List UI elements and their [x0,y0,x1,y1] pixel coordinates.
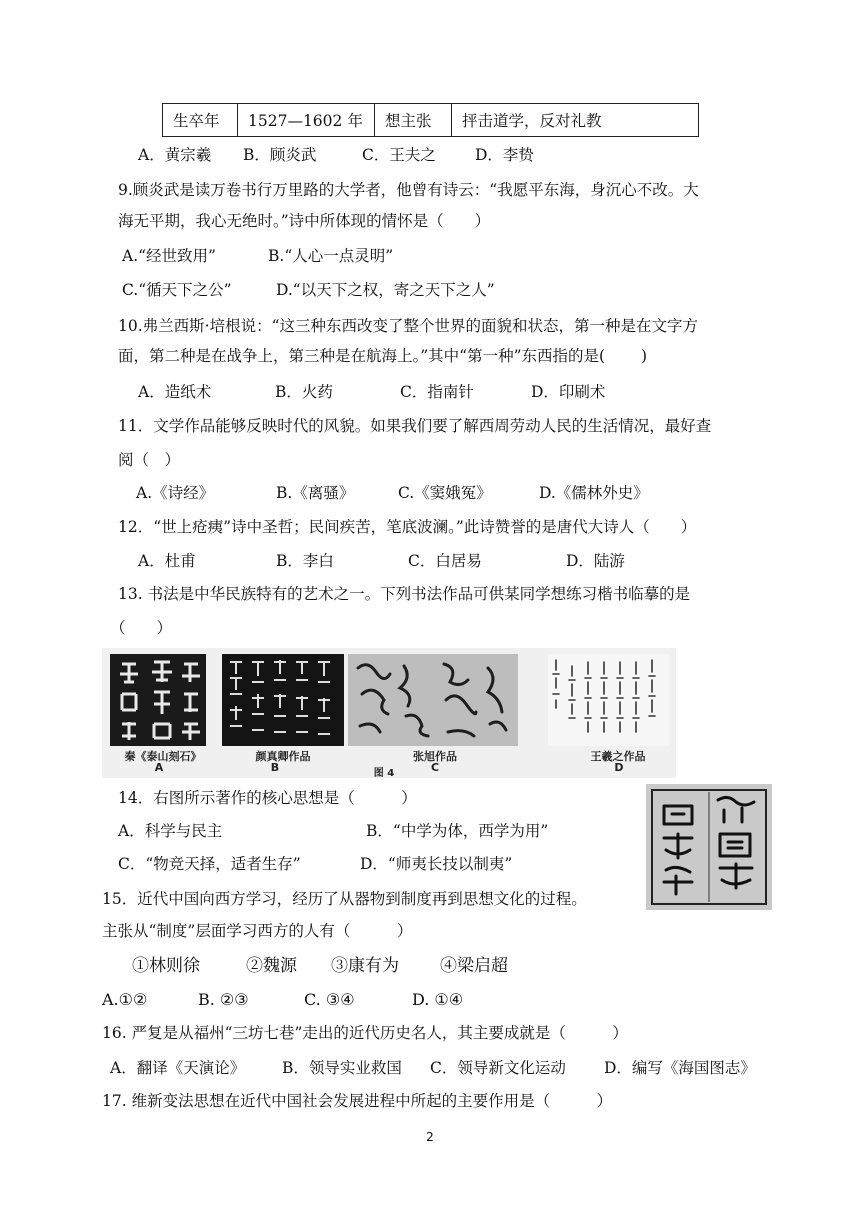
q11-option-a: A.《诗经》 [136,484,215,502]
q15-stem-line2: 主张从“制度”层面学习西方的人有（ ） [102,922,413,940]
q14-stem: 14．右图所示著作的核心思想是（ ） [118,789,417,807]
q12-option-d: D．陆游 [566,552,625,570]
caption-d: 王羲之作品 [590,750,646,763]
q14-option-d: D．“师夷长技以制夷” [360,855,513,873]
q9-option-d: D.“以天下之权，寄之天下之人” [276,281,495,299]
q14-option-a: A．科学与民主 [118,822,223,840]
figure-label: 图 4 [373,768,395,779]
q15-option-d: D. ①④ [412,990,464,1009]
q16-option-b: B．领导实业救国 [282,1059,402,1077]
caption-a: 秦《泰山刻石》 [124,750,202,763]
caption-c: 张旭作品 [413,750,457,763]
info-table [162,103,699,137]
q16-option-a: A．翻译《天演论》 [110,1059,246,1077]
q15-stem-line1: 15．近代中国向西方学习，经历了从器物到制度再到思想文化的过程。 [102,890,587,908]
calligraphy-sample-c [348,654,518,746]
q10-option-d: D．印刷术 [531,383,606,401]
q9-option-c: C.“循天下之公” [122,281,232,299]
calligraphy-sample-d [548,654,670,746]
calligraphy-figure [102,648,676,778]
q10-stem-line2: 面，第二种是在战争上，第三种是在航海上。”其中“第一种”东西指的是( ) [118,347,648,365]
q17-stem: 17. 维新变法思想在近代中国社会发展进程中所起的主要作用是（ ） [102,1092,613,1110]
letter-d: D [614,761,624,774]
q8-option-d: D．李贽 [475,146,534,164]
q15-option-c: C. ③④ [304,990,355,1009]
q15-item-4: ④梁启超 [440,956,508,976]
q9-stem-line1: 9.顾炎武是读万卷书行万里路的大学者，他曾有诗云：“我愿平东海，身沉心不改。大 [118,181,699,199]
letter-a: A [154,761,164,774]
q8-option-a: A．黄宗羲 [138,146,212,164]
q11-option-b: B.《离骚》 [276,484,355,502]
q10-option-a: A．造纸术 [138,383,212,401]
q12-option-c: C．白居易 [408,552,482,570]
calligraphy-sample-b [222,654,344,746]
q11-option-d: D.《儒林外史》 [539,484,649,502]
book-cover-image [646,784,772,910]
q16-option-d: D．编写《海国图志》 [604,1059,756,1077]
letter-b: B [270,761,280,774]
q16-option-c: C．领导新文化运动 [430,1059,566,1077]
q15-item-2: ②魏源 [246,956,297,976]
table-cell: 生卒年 [163,104,238,137]
q13-stem-line1: 13. 书法是中华民族特有的艺术之一。下列书法作品可供某同学想练习楷书临摹的是 [118,585,691,603]
table-cell: 1527—1602 年 [238,104,375,137]
table-row [163,104,699,137]
q14-option-b: B．“中学为体，西学为用” [366,822,549,840]
q14-option-c: C．“物竞天择，适者生存” [118,855,301,873]
q9-option-a: A.“经世致用” [122,247,216,265]
q15-item-3: ③康有为 [331,956,399,976]
caption-b: 颜真卿作品 [255,750,311,763]
q13-stem-line2: （ ） [110,619,173,637]
q11-stem-line2: 阅（ ） [118,451,181,469]
table-cell: 想主张 [375,104,452,137]
q10-option-c: C．指南针 [400,383,474,401]
q11-stem-line1: 11．文学作品能够反映时代的风貌。如果我们要了解西周劳动人民的生活情况，最好查 [118,417,712,435]
table-cell: 抨击道学，反对礼教 [452,104,699,137]
q12-option-a: A．杜甫 [138,552,196,570]
q9-option-b: B.“人心一点灵明” [268,247,394,265]
q10-stem-line1: 10.弗兰西斯·培根说：“这三种东西改变了整个世界的面貌和状态，第一种是在文字方 [118,317,699,335]
q10-option-b: B．火药 [275,383,333,401]
page-number: 2 [426,1130,434,1144]
q16-stem: 16. 严复是从福州“三坊七巷”走出的近代历史名人，其主要成就是（ ） [102,1024,628,1042]
q12-option-b: B．李白 [276,552,334,570]
q15-option-a: A.①② [102,990,148,1009]
q9-stem-line2: 海无平期，我心无绝时。”诗中所体现的情怀是（ ） [118,212,491,230]
q11-option-c: C.《窦娥冤》 [398,484,492,502]
q12-stem-line1: 12．“世上疮痍”诗中圣哲；民间疾苦，笔底波澜。”此诗赞誉的是唐代大诗人（ ） [118,518,697,536]
letter-c: C [430,761,440,774]
q15-option-b: B. ②③ [198,990,249,1009]
q15-item-1: ①林则徐 [132,956,200,976]
q8-option-b: B．顾炎武 [243,146,317,164]
q8-option-c: C．王夫之 [362,146,436,164]
calligraphy-sample-a [110,654,206,746]
